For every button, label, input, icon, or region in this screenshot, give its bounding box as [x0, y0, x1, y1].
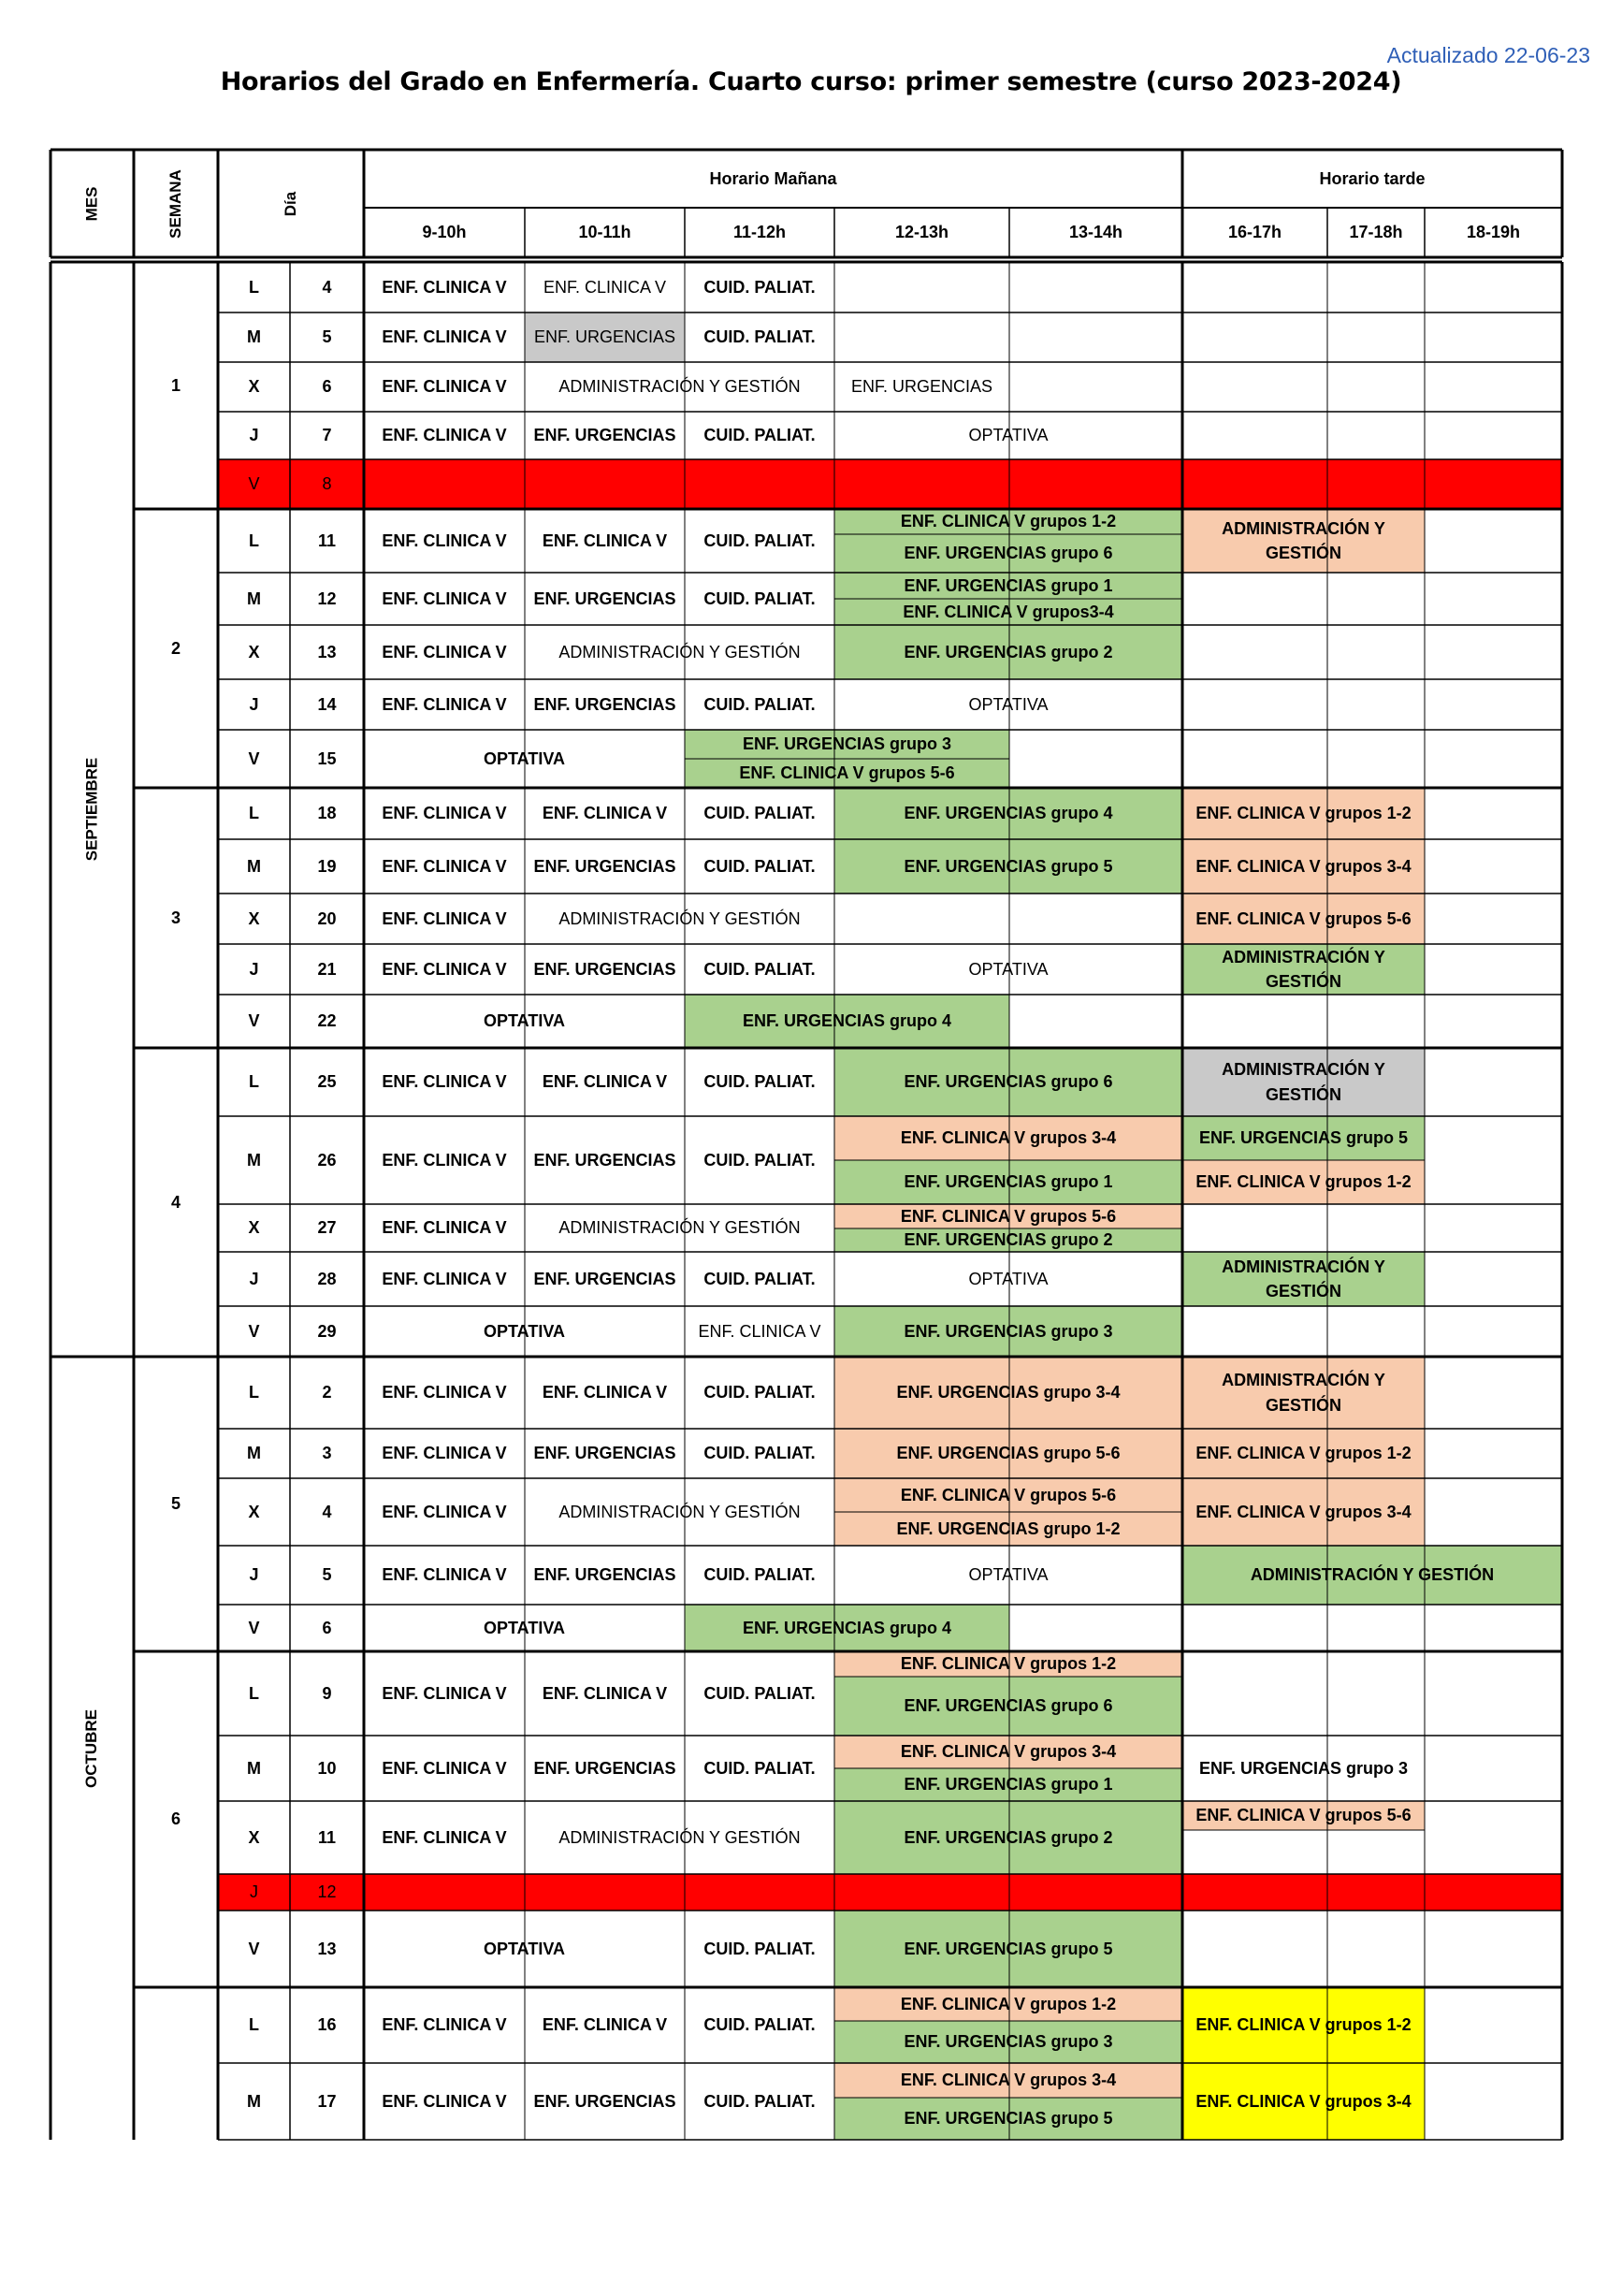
- schedule-cell: ENF. URGENCIAS: [525, 312, 685, 362]
- month-octubre: [51, 1357, 134, 2140]
- schedule-cell: ADMINISTRACIÓN Y GESTIÓN: [558, 1502, 801, 1521]
- schedule-cell: ENF. URGENCIAS grupo 1: [834, 1160, 1182, 1204]
- schedule-cell: OPTATIVA: [484, 1011, 565, 1031]
- day-letter: V: [248, 1618, 260, 1637]
- week-label: 6: [170, 1809, 181, 1829]
- schedule-cell: ENF. CLINICA V grupos 1-2: [1182, 1987, 1425, 2063]
- schedule-cell: ENF. URGENCIAS grupo 5: [834, 2098, 1182, 2140]
- day-letter: L: [249, 2015, 259, 2035]
- schedule-cell: ENF. CLINICA V: [382, 1502, 507, 1521]
- day-number: 9: [322, 1683, 332, 1703]
- schedule-cell: CUID. PALIAT.: [703, 1565, 816, 1585]
- schedule-cell: CUID. PALIAT.: [703, 530, 816, 550]
- day-number: 11: [317, 1827, 337, 1847]
- day-number: 13: [317, 642, 337, 661]
- schedule-cell: CUID. PALIAT.: [703, 1444, 816, 1463]
- schedule-cell: ADMINISTRACIÓN Y GESTIÓN: [1182, 944, 1425, 995]
- schedule-cell: ENF. URGENCIAS grupo 3: [685, 730, 1009, 759]
- header-slot: 9-10h: [422, 223, 467, 242]
- schedule-cell: ENF. CLINICA V grupos 1-2: [834, 1651, 1182, 1677]
- schedule-cell: CUID. PALIAT.: [703, 1383, 816, 1402]
- schedule-cell: ENF. CLINICA V: [382, 1072, 507, 1092]
- week-label: 2: [170, 638, 181, 658]
- schedule-cell: ENF. CLINICA V grupos 3-4: [1182, 1478, 1425, 1546]
- schedule-cell: ENF. CLINICA V: [382, 589, 507, 608]
- day-number: 12: [317, 589, 337, 608]
- schedule-cell: ENF. CLINICA V grupos 1-2: [1182, 1160, 1425, 1204]
- schedule-cell: CUID. PALIAT.: [703, 2015, 816, 2035]
- header-slot: 10-11h: [578, 223, 631, 242]
- schedule-cell: ENF. CLINICA V: [382, 2091, 507, 2111]
- day-letter: X: [248, 908, 260, 928]
- day-number: 6: [322, 1618, 332, 1637]
- schedule-cell: CUID. PALIAT.: [703, 1758, 816, 1778]
- day-letter: M: [247, 856, 261, 876]
- schedule-cell: ADMINISTRACIÓN Y GESTIÓN: [1182, 509, 1425, 573]
- schedule-cell: ENF. CLINICA V: [382, 327, 507, 347]
- schedule-cell: OPTATIVA: [968, 959, 1049, 979]
- schedule-cell: CUID. PALIAT.: [703, 426, 816, 445]
- schedule-cell: ENF. CLINICA V grupos 3-4: [834, 1116, 1182, 1160]
- schedule-cell: ENF. URGENCIAS grupo 3: [1198, 1758, 1408, 1778]
- schedule-cell: ENF. CLINICA V grupos 1-2: [834, 509, 1182, 534]
- schedule-cell: OPTATIVA: [484, 1939, 565, 1958]
- schedule-cell: OPTATIVA: [968, 1269, 1049, 1288]
- header-slot: 13-14h: [1068, 223, 1123, 242]
- day-number: 7: [322, 426, 332, 445]
- schedule-cell: CUID. PALIAT.: [703, 1150, 816, 1170]
- day-letter: L: [249, 1683, 259, 1703]
- day-number: 2: [322, 1383, 332, 1402]
- day-letter: J: [249, 1565, 259, 1585]
- schedule-cell: ENF. CLINICA V: [382, 1383, 507, 1402]
- schedule-cell: ENF. CLINICA V grupos 1-2: [1182, 1429, 1425, 1478]
- schedule-cell: ENF. CLINICA V: [382, 1218, 507, 1238]
- schedule-cell: ENF. URGENCIAS: [533, 959, 676, 979]
- schedule-cell: ADMINISTRACIÓN Y GESTIÓN: [1182, 1357, 1425, 1429]
- header-slot: 11-12h: [732, 223, 787, 242]
- schedule-cell: ENF. URGENCIAS: [533, 1444, 676, 1463]
- day-number: 3: [322, 1444, 332, 1463]
- schedule-cell: ENF. URGENCIAS grupo 5: [834, 839, 1182, 894]
- schedule-cell: ENF. CLINICA V grupos 3-4: [1182, 2063, 1425, 2140]
- day-letter: L: [249, 1383, 259, 1402]
- schedule-cell: OPTATIVA: [968, 426, 1049, 445]
- schedule-cell: ENF. CLINICA V: [382, 377, 507, 397]
- schedule-cell: ENF. URGENCIAS: [533, 2091, 676, 2111]
- schedule-cell: ENF. URGENCIAS: [533, 1565, 676, 1585]
- day-number: 13: [317, 1939, 337, 1958]
- schedule-cell: ENF. URGENCIAS grupo 3: [834, 2021, 1182, 2063]
- schedule-cell: ENF. URGENCIAS grupo 2: [834, 625, 1182, 679]
- schedule-cell: ENF. CLINICA V: [542, 1072, 668, 1092]
- schedule-cell: ENF. CLINICA V grupos 3-4: [1182, 839, 1425, 894]
- day-letter: M: [247, 589, 261, 608]
- day-number: 19: [317, 856, 337, 876]
- day-number: 12: [290, 1874, 364, 1911]
- day-number: 10: [317, 1758, 337, 1778]
- schedule-cell: CUID. PALIAT.: [703, 1072, 816, 1092]
- schedule-cell: ENF. URGENCIAS grupo 4: [834, 788, 1182, 839]
- day-letter: L: [249, 804, 259, 823]
- schedule-cell: ENF. CLINICA V: [382, 1565, 507, 1585]
- schedule-cell: ENF. CLINICA V: [382, 1827, 507, 1847]
- day-number: 11: [317, 530, 337, 550]
- day-letter: M: [247, 2091, 261, 2111]
- day-number: 5: [322, 1565, 332, 1585]
- schedule-cell: ENF. CLINICA V: [542, 804, 668, 823]
- day-letter: X: [248, 377, 260, 397]
- schedule-cell: ENF. URGENCIAS grupo 3-4: [834, 1357, 1182, 1429]
- schedule-cell: ENF. URGENCIAS grupo 6: [834, 1048, 1182, 1116]
- schedule-cell: ENF. CLINICA V grupos 5-6: [1182, 894, 1425, 944]
- schedule-cell: CUID. PALIAT.: [703, 589, 816, 608]
- day-number: 15: [317, 748, 337, 768]
- schedule-cell: ENF. CLINICA V: [382, 694, 507, 714]
- schedule-cell: ENF. CLINICA V grupos3-4: [834, 599, 1182, 625]
- header-slot: 16-17h: [1227, 223, 1282, 242]
- header-slot: 12-13h: [894, 223, 949, 242]
- schedule-cell: ADMINISTRACIÓN Y GESTIÓN: [558, 642, 801, 661]
- schedule-cell: ENF. CLINICA V: [542, 530, 668, 550]
- schedule-cell: ENF. URGENCIAS grupo 5: [1182, 1116, 1425, 1160]
- schedule-cell: ENF. URGENCIAS: [533, 1758, 676, 1778]
- holiday-row: [364, 1874, 1562, 1911]
- header-dia-label: Día: [282, 191, 299, 216]
- day-number: 5: [322, 327, 332, 347]
- header-semana: [134, 150, 218, 257]
- schedule-cell: ENF. URGENCIAS grupo 1-2: [834, 1512, 1182, 1546]
- schedule-cell: ENF. CLINICA V: [382, 277, 507, 297]
- schedule-cell: ENF. CLINICA V: [543, 277, 667, 297]
- schedule-cell: OPTATIVA: [968, 1565, 1049, 1585]
- schedule-cell: ENF. CLINICA V: [382, 2015, 507, 2035]
- day-letter: J: [249, 426, 259, 445]
- schedule-cell: ENF. URGENCIAS: [533, 589, 676, 608]
- day-letter: X: [248, 1827, 260, 1847]
- day-letter: X: [248, 1502, 260, 1521]
- day-number: 27: [317, 1218, 337, 1238]
- day-letter: M: [247, 1758, 261, 1778]
- day-letter: L: [249, 277, 259, 297]
- schedule-cell: ENF. CLINICA V: [382, 1758, 507, 1778]
- day-number: 21: [317, 959, 337, 979]
- schedule-cell: ADMINISTRACIÓN Y GESTIÓN: [558, 1218, 801, 1238]
- header-slot: 18-19h: [1466, 223, 1521, 242]
- schedule-cell: ENF. CLINICA V: [382, 1150, 507, 1170]
- day-number: 20: [317, 908, 337, 928]
- day-letter: V: [248, 748, 260, 768]
- header-slot: 17-18h: [1349, 223, 1403, 242]
- header-horario-manana: Horario Mañana: [709, 168, 837, 188]
- day-letter: M: [247, 1150, 261, 1170]
- header-dia: [218, 150, 364, 257]
- schedule-cell: ENF. CLINICA V grupos 5-6: [1182, 1801, 1425, 1830]
- day-letter: L: [249, 1072, 259, 1092]
- schedule-cell: CUID. PALIAT.: [703, 327, 816, 347]
- header-mes-label: MES: [82, 186, 101, 221]
- schedule-cell: CUID. PALIAT.: [703, 1683, 816, 1703]
- schedule-cell: CUID. PALIAT.: [703, 277, 816, 297]
- day-number: 8: [290, 459, 364, 509]
- schedule-cell: ENF. CLINICA V: [382, 642, 507, 661]
- header-mes: [51, 150, 134, 257]
- schedule-cell: ENF. URGENCIAS grupo 4: [685, 1605, 1009, 1651]
- day-letter: X: [248, 642, 260, 661]
- schedule-cell: ADMINISTRACIÓN Y GESTIÓN: [1182, 1048, 1425, 1116]
- schedule-cell: ENF. URGENCIAS: [533, 856, 676, 876]
- schedule-cell: ENF. CLINICA V: [542, 1683, 668, 1703]
- day-number: 14: [317, 694, 337, 714]
- schedule-cell: ENF. CLINICA V: [382, 856, 507, 876]
- month-septiembre-label: SEPTIEMBRE: [82, 757, 101, 862]
- updated-date: Actualizado 22-06-23: [1386, 43, 1590, 67]
- schedule-cell: ADMINISTRACIÓN Y GESTIÓN: [558, 377, 801, 397]
- schedule-cell: ENF. CLINICA V: [698, 1321, 821, 1341]
- schedule-cell: ENF. CLINICA V: [382, 1444, 507, 1463]
- schedule-cell: ENF. URGENCIAS grupo 1: [834, 1768, 1182, 1801]
- schedule-cell: ENF. CLINICA V: [382, 959, 507, 979]
- schedule-cell: ENF. URGENCIAS grupo 2: [834, 1228, 1182, 1252]
- day-letter: X: [248, 1218, 260, 1238]
- day-letter: M: [247, 327, 261, 347]
- schedule-cell: ENF. URGENCIAS grupo 6: [834, 1677, 1182, 1736]
- schedule-cell: ADMINISTRACIÓN Y GESTIÓN: [558, 1827, 801, 1847]
- schedule-cell: ENF. CLINICA V grupos 5-6: [834, 1204, 1182, 1228]
- schedule-cell: ADMINISTRACIÓN Y GESTIÓN: [558, 908, 801, 928]
- schedule-cell: ADMINISTRACIÓN Y GESTIÓN: [1182, 1252, 1425, 1306]
- header-semana-label: SEMANA: [166, 168, 184, 239]
- schedule-cell: ENF. URGENCIAS grupo 1: [834, 573, 1182, 599]
- schedule-cell: ENF. CLINICA V grupos 3-4: [834, 2063, 1182, 2098]
- day-number: 6: [322, 377, 332, 397]
- schedule-cell: OPTATIVA: [968, 694, 1049, 714]
- schedule-cell: ENF. CLINICA V grupos 1-2: [834, 1987, 1182, 2021]
- day-letter: J: [249, 1269, 259, 1288]
- schedule-cell: OPTATIVA: [484, 1618, 565, 1637]
- schedule-cell: ENF. CLINICA V: [542, 2015, 668, 2035]
- schedule-cell: ADMINISTRACIÓN Y GESTIÓN: [1182, 1546, 1562, 1605]
- schedule-cell: ENF. URGENCIAS: [850, 377, 993, 397]
- schedule-cell: ENF. URGENCIAS grupo 5: [834, 1911, 1182, 1987]
- week-label: 3: [170, 908, 181, 927]
- day-letter: V: [248, 1321, 260, 1341]
- day-number: 29: [317, 1321, 337, 1341]
- header-horario-tarde: Horario tarde: [1319, 168, 1426, 188]
- day-letter: V: [218, 459, 290, 509]
- schedule-cell: ENF. CLINICA V: [382, 804, 507, 823]
- day-letter: J: [249, 694, 259, 714]
- day-letter: M: [247, 1444, 261, 1463]
- schedule-cell: ENF. CLINICA V grupos 5-6: [685, 759, 1009, 788]
- schedule-cell: CUID. PALIAT.: [703, 804, 816, 823]
- holiday-row: [364, 459, 1562, 509]
- day-letter: L: [249, 530, 259, 550]
- day-letter: J: [249, 959, 259, 979]
- schedule-cell: ENF. CLINICA V: [382, 1269, 507, 1288]
- day-number: 4: [322, 1502, 332, 1521]
- schedule-cell: ENF. CLINICA V: [542, 1383, 668, 1402]
- day-letter: V: [248, 1939, 260, 1958]
- day-number: 25: [317, 1072, 337, 1092]
- schedule-cell: ENF. URGENCIAS: [533, 426, 676, 445]
- schedule-cell: ENF. URGENCIAS: [533, 1150, 676, 1170]
- schedule-cell: ENF. URGENCIAS grupo 3: [834, 1306, 1182, 1357]
- month-octubre-label: OCTUBRE: [82, 1708, 101, 1788]
- day-number: 26: [317, 1150, 337, 1170]
- day-number: 22: [317, 1011, 337, 1031]
- schedule-cell: CUID. PALIAT.: [703, 2091, 816, 2111]
- schedule-cell: ENF. CLINICA V grupos 3-4: [834, 1736, 1182, 1768]
- day-number: 28: [317, 1269, 337, 1288]
- schedule-cell: ENF. URGENCIAS grupo 6: [834, 534, 1182, 573]
- schedule-cell: OPTATIVA: [484, 748, 565, 768]
- schedule-cell: ENF. CLINICA V: [382, 530, 507, 550]
- schedule-cell: CUID. PALIAT.: [703, 694, 816, 714]
- week-label: 1: [170, 375, 181, 395]
- schedule-cell: ENF. CLINICA V: [382, 426, 507, 445]
- day-letter: J: [218, 1874, 290, 1911]
- schedule-cell: ENF. CLINICA V grupos 5-6: [834, 1478, 1182, 1512]
- schedule-cell: ENF. CLINICA V: [382, 1683, 507, 1703]
- schedule-cell: ENF. URGENCIAS: [533, 1269, 676, 1288]
- week-label: 5: [170, 1494, 181, 1514]
- schedule-cell: ENF. CLINICA V: [382, 908, 507, 928]
- day-number: 4: [322, 277, 332, 297]
- schedule-cell: ENF. CLINICA V grupos 1-2: [1182, 788, 1425, 839]
- schedule-cell: ENF. URGENCIAS: [533, 694, 676, 714]
- day-letter: V: [248, 1011, 260, 1031]
- day-number: 17: [317, 2091, 337, 2111]
- schedule-cell: ENF. URGENCIAS grupo 4: [685, 995, 1009, 1048]
- schedule-cell: CUID. PALIAT.: [703, 1939, 816, 1958]
- schedule-cell: CUID. PALIAT.: [703, 959, 816, 979]
- schedule-cell: OPTATIVA: [484, 1321, 565, 1341]
- week-label: 4: [170, 1192, 181, 1212]
- day-number: 18: [317, 804, 337, 823]
- page-title: Horarios del Grado en Enfermería. Cuarto curso: primer semestre (curso 2023-2024): [220, 67, 1402, 96]
- schedule-cell: CUID. PALIAT.: [703, 1269, 816, 1288]
- schedule-cell: ENF. URGENCIAS grupo 2: [834, 1801, 1182, 1874]
- schedule-cell: ENF. URGENCIAS grupo 5-6: [834, 1429, 1182, 1478]
- day-number: 16: [317, 2015, 337, 2035]
- month-septiembre: [51, 262, 134, 1357]
- schedule-cell: CUID. PALIAT.: [703, 856, 816, 876]
